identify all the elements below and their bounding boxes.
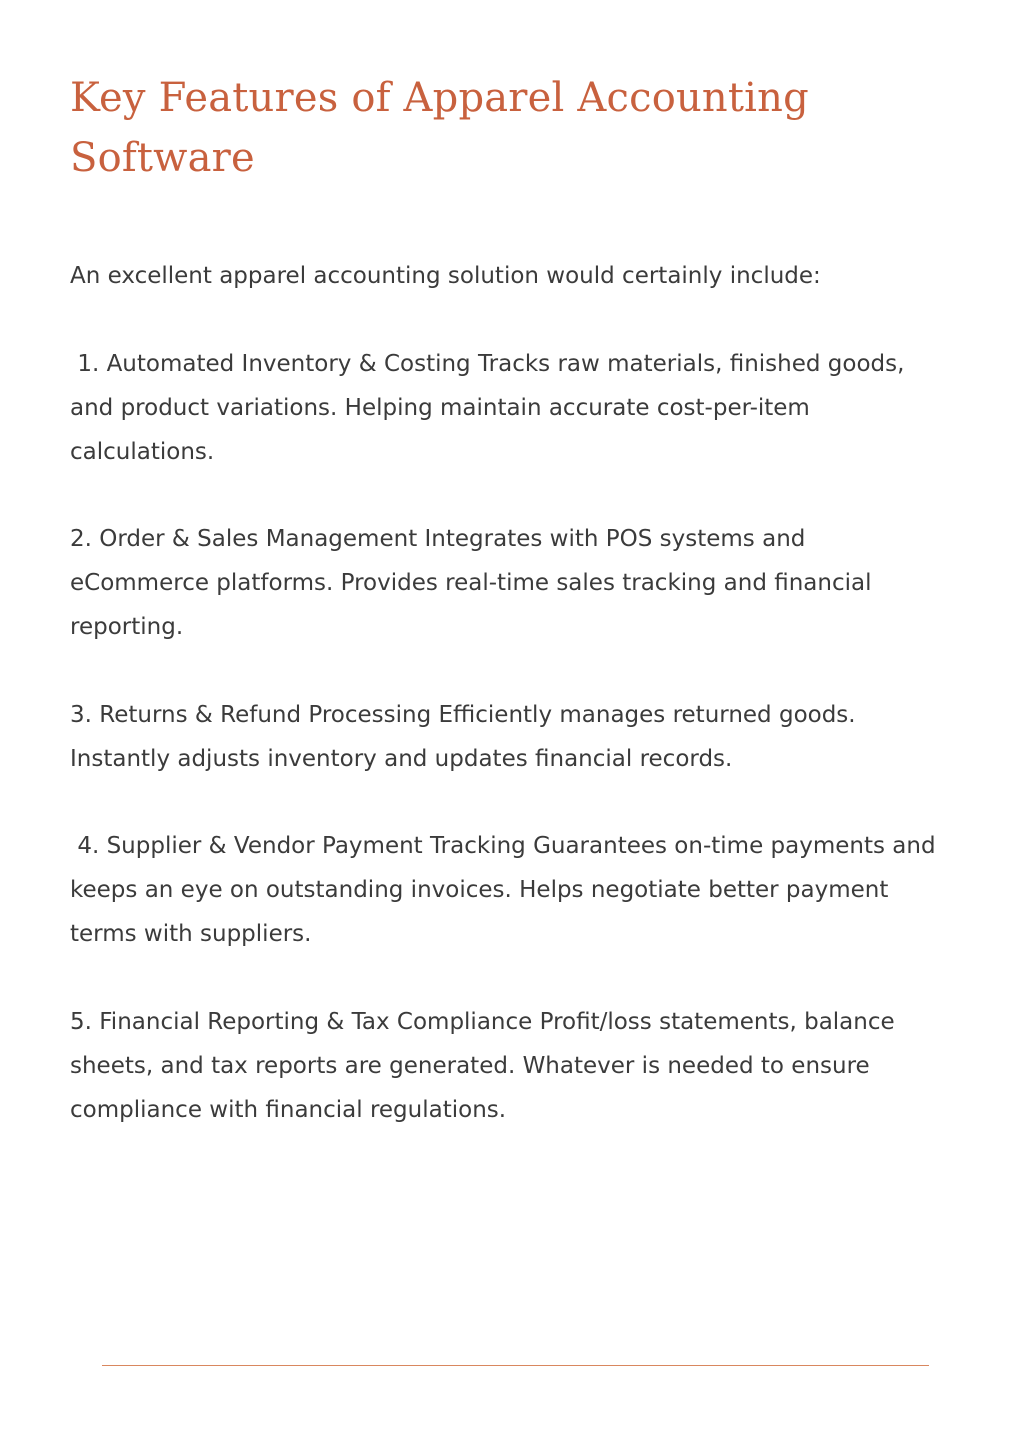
feature-item-5: 5. Financial Reporting & Tax Compliance Profit/loss statements, balance sheets, and tax reports are generated. Whatever is needed to ensure compliance with financial regulations. bbox=[70, 1009, 895, 1123]
feature-item-1: 1. Automated Inventory & Costing Tracks raw materials, finished goods, and product variations. Helping maintain accurate cost-per-item calculations. bbox=[70, 351, 912, 465]
footer-divider bbox=[102, 1365, 929, 1366]
feature-item-4: 4. Supplier & Vendor Payment Tracking Guarantees on-time payments and keeps an eye on outstanding invoices. Helps negotiate better payment terms with suppliers. bbox=[70, 833, 943, 947]
page-title: Key Features of Apparel Accounting Software bbox=[70, 75, 809, 181]
feature-item-2: 2. Order & Sales Management Integrates with POS systems and eCommerce platforms. Provides real-time sales tracking and financial reporting. bbox=[70, 526, 872, 640]
feature-item-3: 3. Returns & Refund Processing Efficiently manages returned goods. Instantly adjusts inventory and updates financial records. bbox=[70, 702, 856, 772]
intro-paragraph: An excellent apparel accounting solution would certainly include: bbox=[70, 263, 821, 289]
